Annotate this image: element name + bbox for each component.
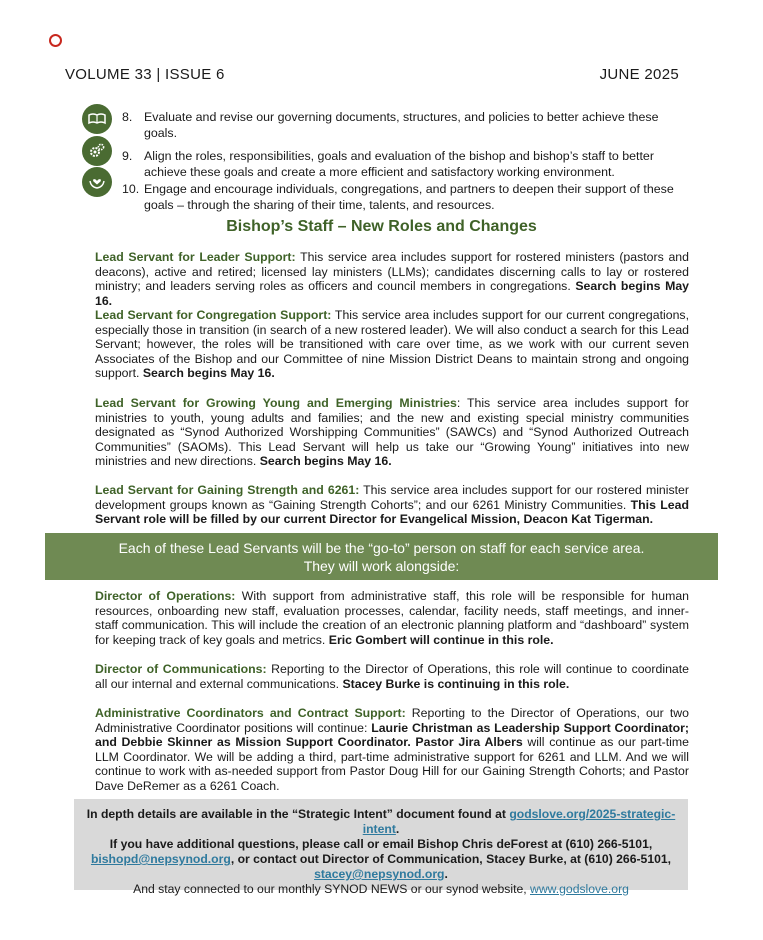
role-gaining-strength bbox=[95, 483, 689, 527]
role-status: Search begins May 16. bbox=[259, 454, 392, 469]
issue-date: JUNE 2025 bbox=[599, 66, 679, 83]
role-description: This service area includes support for our current congregations, especially those in transition (in search of a new rostered leader). We will also conduct a search for this Lead Servant; however, the roles will be transitioned with care over time, as we work with our current seven Associates of the Bishop and our Committee of nine Mission District Deans to maintain strong and ongoing support. bbox=[95, 308, 689, 381]
footer-text: . bbox=[444, 867, 448, 881]
banner-line: Each of these Lead Servants will be the “go-to” person on staff for each service area. bbox=[118, 539, 645, 556]
footer-text: In depth details are available in the “Strategic Intent” document found at bbox=[86, 807, 510, 821]
role-description: : This service area includes support for ministries to youth, young adults and families; and the new and existing special ministry communities designated as “Synod Authorized Worshipping Communities” (SAWCs) and “Synod Authorized Outreach Communities” (SAOMs). This Lead Servant will help us take our “Growing Young” initiatives into new ministries and new directions. bbox=[95, 396, 690, 469]
gears-icon bbox=[82, 136, 112, 166]
hands-heart-icon bbox=[82, 167, 112, 197]
staff-operations bbox=[95, 589, 689, 647]
bishop-email-link[interactable]: bishopd@nepsynod.org bbox=[90, 852, 231, 866]
footer-line bbox=[74, 852, 688, 867]
footer-line bbox=[74, 867, 688, 882]
role-growing-young bbox=[95, 396, 689, 469]
goal-item bbox=[122, 182, 682, 213]
footer-line bbox=[74, 807, 688, 837]
website-link[interactable]: www.godslove.org bbox=[530, 882, 629, 896]
staff-communications bbox=[95, 662, 689, 691]
staff-description: Reporting to the Director of Operations, this role will continue to coordinate all our internal and external communications. bbox=[95, 662, 689, 691]
role-description: This service area includes support for our rostered minister development groups known as “Gaining Strength Cohorts”; and our 6261 Ministry Communities. bbox=[95, 483, 689, 512]
role-congregation-support bbox=[95, 308, 689, 381]
role-label: Lead Servant for Gaining Strength and 6261: bbox=[95, 483, 360, 497]
footer-line bbox=[74, 882, 688, 897]
goal-number: 8. bbox=[122, 110, 133, 124]
goal-text: Evaluate and revise our governing documents, structures, and policies to better achieve these goals. bbox=[144, 110, 659, 140]
goal-number: 10. bbox=[122, 182, 140, 196]
volume-issue: VOLUME 33 | ISSUE 6 bbox=[65, 66, 225, 83]
role-label: Lead Servant for Leader Support: bbox=[95, 250, 296, 264]
staff-label: Director of Communications: bbox=[95, 662, 267, 676]
footer-text: , or contact out Director of Communication, Stacey Burke, at (610) 266-5101, bbox=[230, 852, 672, 866]
staff-status: Stacey Burke is continuing in this role. bbox=[342, 676, 570, 691]
staff-admin-coordinators bbox=[95, 706, 689, 794]
role-status: This Lead Servant role will be filled by our current Director for Evangelical Mission, Deacon Kat Tigerman. bbox=[95, 497, 689, 527]
banner-line: They will work alongside: bbox=[303, 557, 460, 574]
role-leader-support bbox=[95, 250, 689, 308]
stacey-email-link[interactable]: stacey@nepsynod.org bbox=[314, 867, 445, 881]
role-description: This service area includes support for rostered ministers (pastors and deacons), active and retired; licensed lay ministers (LLMs); candidates discerning calls to lay or rostered ministry; and leaders serving roles as officers and council members in congregations. bbox=[95, 250, 689, 294]
footer-text: And stay connected to our monthly SYNOD NEWS or our synod website, bbox=[133, 882, 531, 896]
staff-label: Director of Operations: bbox=[95, 589, 236, 603]
strategic-intent-link[interactable]: godslove.org/2025-strategic-intent bbox=[362, 807, 676, 836]
role-label: Lead Servant for Growing Young and Emerging Ministries bbox=[95, 396, 457, 410]
staff-description: With support from administrative staff, this role will be responsible for human resources, onboarding new staff, evaluation processes, calendar, facility needs, staff meetings, and inner-staff communication. This will include the creation of an electronic planning platform and “dashboard” system for keeping track of key goals and metrics. bbox=[95, 589, 689, 647]
corner-mark bbox=[49, 34, 62, 47]
footer-text: . bbox=[395, 822, 400, 836]
staff-description: Reporting to the Director of Operations, our two Administrative Coordinator positions will continue: bbox=[95, 706, 689, 735]
staff-label: Administrative Coordinators and Contract Support: bbox=[95, 706, 406, 720]
staff-status: Eric Gombert will continue in this role. bbox=[328, 632, 554, 647]
issue-header bbox=[65, 66, 679, 83]
goal-number: 9. bbox=[122, 149, 133, 163]
section-title: Bishop’s Staff – New Roles and Changes bbox=[226, 218, 537, 235]
role-status: Search begins May 16. bbox=[95, 279, 689, 308]
goal-list bbox=[122, 110, 682, 213]
book-icon bbox=[82, 104, 112, 134]
staff-description: will continue as our part-time LLM Coordinator. We will be adding a third, part-time administrative support for 6261 and LLM. And we will continue to work with as-needed support from Pastor Doug Hill for our Gaining Strength Cohorts; and Pastor Dave DeRemer as a 6261 Coach. bbox=[95, 735, 689, 793]
staff-names: Laurie Christman as Leadership Support Coordinator; and Debbie Skinner as Mission Support Coordinator. Pastor Jira Albers bbox=[95, 720, 689, 750]
goal-item bbox=[122, 149, 682, 180]
role-label: Lead Servant for Congregation Support: bbox=[95, 308, 332, 322]
footer-line: If you have additional questions, please call or email Bishop Chris deForest at (610) 266-5101, bbox=[109, 837, 653, 851]
role-status: Search begins May 16. bbox=[142, 366, 275, 381]
goal-item bbox=[122, 110, 682, 141]
goal-text: Align the roles, responsibilities, goals and evaluation of the bishop and bishop’s staff to better achieve these goals and create a more efficient and satisfactory working environment. bbox=[144, 149, 654, 179]
contact-footer bbox=[74, 799, 688, 896]
lead-servants-banner bbox=[45, 533, 718, 580]
goal-text: Engage and encourage individuals, congregations, and partners to deepen their support of these goals – through the sharing of their time, talents, and resources. bbox=[144, 182, 674, 212]
